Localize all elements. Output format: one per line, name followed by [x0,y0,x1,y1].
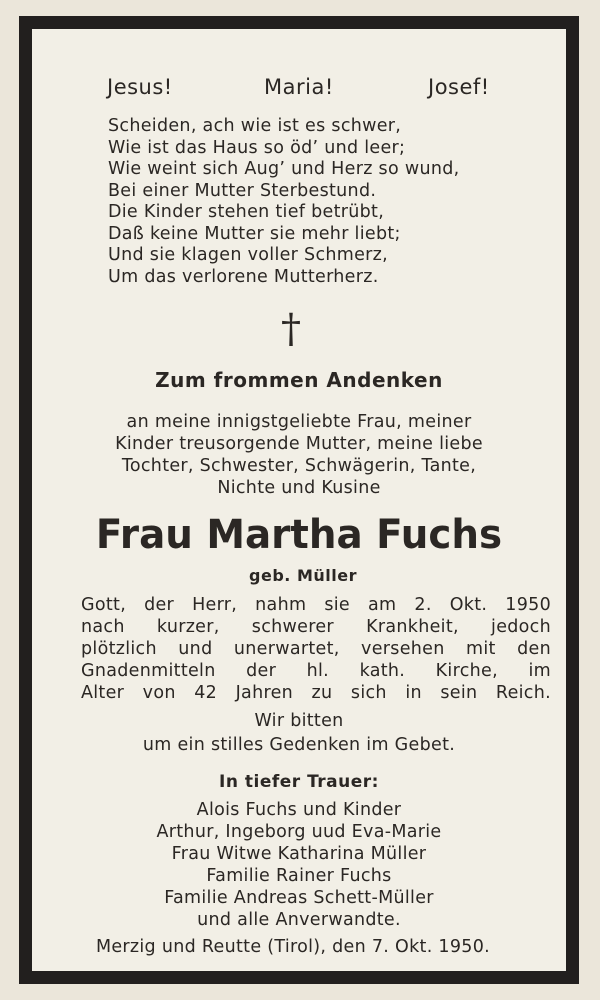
header-jesus: Jesus! [107,75,173,99]
death-notice-line: Gnadenmitteln der hl. kath. Kirche, im [81,661,551,681]
death-notice-line: nach kurzer, schwerer Krankheit, jedoch [81,617,551,637]
deceased-name: Frau Martha Fuchs [95,512,503,558]
andenken-text [32,411,566,499]
andenken-line: Nichte und Kusine [217,478,381,498]
header-josef: Josef! [428,75,490,99]
cross-icon: † [281,306,301,352]
mourner-line: und alle Anverwandte. [197,910,401,930]
mourner-line: Familie Andreas Schett-Müller [164,888,434,908]
mourner-line: Alois Fuchs und Kinder [196,800,402,820]
poem-line: Scheiden, ach wie ist es schwer, [108,116,402,136]
header-maria: Maria! [264,75,334,99]
death-notice-line: Alter von 42 Jahren zu sich in sein Reich. [81,683,551,703]
andenken-line: Kinder treusorgende Mutter, meine liebe [115,434,483,454]
mourner-line: Frau Witwe Katharina Müller [171,844,427,864]
prayer-request [32,709,566,757]
card-content [32,29,566,971]
andenken-title: Zum frommen Andenken [155,368,443,392]
memorial-card [19,16,579,984]
poem-line: Bei einer Mutter Sterbestund. [108,180,377,201]
death-notice [81,594,551,704]
poem-line: Daß keine Mutter sie mehr liebt; [108,223,401,244]
poem-line: Um das verlorene Mutterherz. [108,266,379,287]
mourner-line: Arthur, Ingeborg uud Eva-Marie [156,822,442,842]
request-line: Wir bitten [254,711,344,731]
request-line: um ein stilles Gedenken im Gebet. [142,735,456,755]
poem-line: Und sie klagen voller Schmerz, [108,245,389,265]
place-date-closing: Merzig und Reutte (Tirol), den 7. Okt. 1950. [95,937,491,957]
header-invocation [32,75,566,101]
poem-line: Die Kinder stehen tief betrübt, [108,202,385,222]
death-notice-line: plötzlich und unerwartet, versehen mit den [81,639,551,659]
mourner-line: Familie Rainer Fuchs [206,866,392,886]
poem-line: Wie weint sich Aug’ und Herz so wund, [108,159,460,179]
poem [108,116,548,288]
mourners-list [32,799,566,931]
poem-line: Wie ist das Haus so öd’ und leer; [108,137,406,158]
mourning-title: In tiefer Trauer: [219,772,379,792]
andenken-line: Tochter, Schwester, Schwägerin, Tante, [121,456,477,476]
death-notice-line: Gott, der Herr, nahm sie am 2. Okt. 1950 [81,595,551,615]
andenken-line: an meine innigstgeliebte Frau, meiner [126,412,472,432]
maiden-name: geb. Müller [249,566,357,585]
